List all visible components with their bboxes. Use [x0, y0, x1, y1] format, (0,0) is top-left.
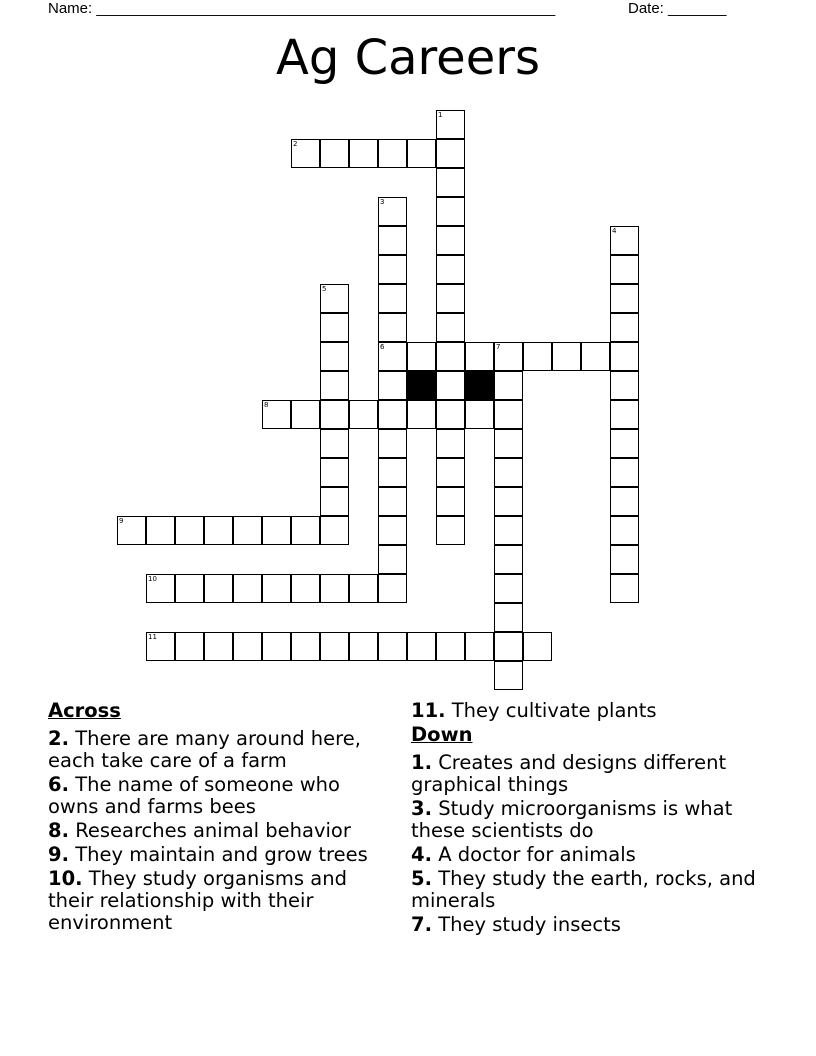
crossword-cell[interactable]	[494, 632, 523, 661]
crossword-cell[interactable]	[436, 197, 465, 226]
crossword-cell[interactable]	[436, 429, 465, 458]
crossword-cell[interactable]	[436, 458, 465, 487]
crossword-cell[interactable]	[610, 371, 639, 400]
crossword-cell[interactable]	[610, 313, 639, 342]
across-clue-10	[48, 868, 393, 934]
crossword-cell[interactable]	[436, 110, 465, 139]
down-clue-3	[411, 798, 756, 842]
crossword-cell[interactable]	[378, 342, 407, 371]
crossword-cell[interactable]	[262, 632, 291, 661]
crossword-cell[interactable]	[523, 632, 552, 661]
crossword-cell[interactable]	[378, 574, 407, 603]
down-clue-1	[411, 752, 756, 796]
crossword-cell[interactable]	[204, 632, 233, 661]
crossword-cell[interactable]	[436, 313, 465, 342]
cell-number: 7	[496, 343, 501, 351]
cell-number: 6	[380, 343, 385, 351]
crossword-cell[interactable]	[378, 313, 407, 342]
crossword-cell[interactable]	[146, 632, 175, 661]
across-clue-11	[411, 700, 756, 722]
crossword-cell[interactable]	[436, 400, 465, 429]
crossword-cell[interactable]	[146, 516, 175, 545]
clue-text: The name of someone who owns and farms bees	[48, 773, 340, 818]
clue-number: 6.	[48, 773, 69, 796]
cell-number: 2	[293, 140, 298, 148]
crossword-cell[interactable]	[233, 632, 262, 661]
crossword-cell[interactable]	[204, 574, 233, 603]
cell-number: 5	[322, 285, 327, 293]
crossword-cell[interactable]	[407, 400, 436, 429]
crossword-cell[interactable]	[378, 429, 407, 458]
crossword-cell[interactable]	[320, 284, 349, 313]
crossword-cell[interactable]	[291, 400, 320, 429]
across-clue-2	[48, 728, 393, 772]
across-clue-8	[48, 820, 393, 842]
crossword-cell[interactable]	[320, 371, 349, 400]
crossword-cell[interactable]	[378, 487, 407, 516]
crossword-cell[interactable]	[378, 458, 407, 487]
crossword-cell[interactable]	[378, 139, 407, 168]
crossword-cell[interactable]	[407, 139, 436, 168]
crossword-cell[interactable]	[320, 516, 349, 545]
crossword-cell[interactable]	[494, 400, 523, 429]
clue-number: 2.	[48, 727, 69, 750]
crossword-cell[interactable]	[291, 632, 320, 661]
crossword-cell[interactable]	[233, 574, 262, 603]
crossword-cell[interactable]	[610, 284, 639, 313]
crossword-cell[interactable]	[233, 516, 262, 545]
crossword-cell[interactable]	[581, 342, 610, 371]
crossword-cell[interactable]	[610, 487, 639, 516]
crossword-cell[interactable]	[494, 661, 523, 690]
crossword-cell[interactable]	[262, 574, 291, 603]
crossword-cell[interactable]	[175, 516, 204, 545]
crossword-cell[interactable]	[610, 516, 639, 545]
date-field-label[interactable]: Date: _______	[628, 0, 727, 17]
clue-text: They cultivate plants	[451, 699, 657, 722]
crossword-cell[interactable]	[610, 574, 639, 603]
crossword-cell[interactable]	[407, 342, 436, 371]
across-clue-6	[48, 774, 393, 818]
crossword-cell[interactable]	[436, 632, 465, 661]
crossword-cell[interactable]	[320, 429, 349, 458]
cell-number: 3	[380, 198, 385, 206]
clue-number: 3.	[411, 797, 432, 820]
crossword-cell[interactable]	[291, 574, 320, 603]
clue-number: 8.	[48, 819, 69, 842]
clue-text: They study insects	[438, 913, 621, 936]
down-clue-4	[411, 844, 756, 866]
cell-number: 11	[148, 633, 157, 641]
across-clue-9	[48, 844, 393, 866]
crossword-cell[interactable]	[494, 371, 523, 400]
crossword-cell[interactable]	[436, 516, 465, 545]
crossword-cell[interactable]	[494, 545, 523, 574]
crossword-cell[interactable]	[320, 313, 349, 342]
crossword-cell[interactable]	[378, 371, 407, 400]
crossword-cell[interactable]	[378, 284, 407, 313]
crossword-cell[interactable]	[407, 632, 436, 661]
crossword-cell[interactable]	[291, 139, 320, 168]
clue-number: 7.	[411, 913, 432, 936]
clue-text: They study the earth, rocks, and minerals	[411, 867, 756, 912]
crossword-cell[interactable]	[494, 487, 523, 516]
crossword-cell[interactable]	[320, 458, 349, 487]
crossword-cell[interactable]	[610, 342, 639, 371]
clues-column-right	[411, 700, 756, 938]
clues-section	[48, 700, 776, 1000]
crossword-cell[interactable]	[378, 516, 407, 545]
crossword-cell[interactable]	[204, 516, 233, 545]
crossword-cell[interactable]	[117, 516, 146, 545]
clue-text: They study organisms and their relationship with their environment	[48, 867, 347, 934]
clue-text: Creates and designs different graphical things	[411, 751, 727, 796]
crossword-cell[interactable]	[436, 342, 465, 371]
crossword-cell[interactable]	[523, 342, 552, 371]
crossword-cell[interactable]	[320, 574, 349, 603]
clue-text: A doctor for animals	[438, 843, 636, 866]
crossword-cell[interactable]	[494, 429, 523, 458]
name-field-label[interactable]: Name: _______________________________________________________	[48, 0, 556, 17]
clue-number: 1.	[411, 751, 432, 774]
crossword-cell[interactable]	[494, 516, 523, 545]
crossword-cell[interactable]	[378, 545, 407, 574]
down-clue-5	[411, 868, 756, 912]
crossword-cell[interactable]	[610, 226, 639, 255]
crossword-cell[interactable]	[262, 516, 291, 545]
crossword-cell[interactable]	[175, 632, 204, 661]
crossword-cell[interactable]	[494, 342, 523, 371]
crossword-cell[interactable]	[436, 139, 465, 168]
crossword-cell[interactable]	[320, 400, 349, 429]
crossword-cell[interactable]	[378, 400, 407, 429]
crossword-cell[interactable]	[552, 342, 581, 371]
crossword-cell[interactable]	[436, 168, 465, 197]
crossword-cell[interactable]	[436, 284, 465, 313]
crossword-cell[interactable]	[378, 632, 407, 661]
clues-column-left	[48, 700, 393, 936]
down-heading: Down	[411, 723, 473, 746]
crossword-block	[407, 371, 436, 400]
crossword-cell[interactable]	[494, 574, 523, 603]
crossword-cell[interactable]	[378, 255, 407, 284]
across-heading: Across	[48, 699, 121, 722]
cell-number: 8	[264, 401, 269, 409]
crossword-cell[interactable]	[436, 487, 465, 516]
crossword-cell[interactable]	[262, 400, 291, 429]
crossword-cell[interactable]	[378, 197, 407, 226]
clue-number: 10.	[48, 867, 83, 890]
page-title: Ag Careers	[276, 30, 540, 86]
crossword-cell[interactable]	[436, 371, 465, 400]
crossword-cell[interactable]	[320, 632, 349, 661]
clue-text: Researches animal behavior	[75, 819, 351, 842]
crossword-cell[interactable]	[436, 226, 465, 255]
crossword-cell[interactable]	[175, 574, 204, 603]
clue-number: 11.	[411, 699, 446, 722]
crossword-cell[interactable]	[320, 342, 349, 371]
crossword-cell[interactable]	[610, 255, 639, 284]
crossword-cell[interactable]	[349, 632, 378, 661]
cell-number: 9	[119, 517, 124, 525]
crossword-block	[465, 371, 494, 400]
cell-number: 4	[612, 227, 617, 235]
clue-text: Study microorganisms is what these scientists do	[411, 797, 733, 842]
crossword-cell[interactable]	[610, 400, 639, 429]
clue-number: 5.	[411, 867, 432, 890]
crossword-cell[interactable]	[349, 574, 378, 603]
crossword-cell[interactable]	[465, 342, 494, 371]
crossword-cell[interactable]	[320, 139, 349, 168]
down-clue-7	[411, 914, 756, 936]
cell-number: 1	[438, 111, 443, 119]
crossword-cell[interactable]	[291, 516, 320, 545]
crossword-cell[interactable]	[465, 632, 494, 661]
crossword-cell[interactable]	[610, 458, 639, 487]
crossword-cell[interactable]	[146, 574, 175, 603]
crossword-cell[interactable]	[320, 487, 349, 516]
crossword-cell[interactable]	[610, 545, 639, 574]
crossword-cell[interactable]	[610, 429, 639, 458]
clue-text: There are many around here, each take care of a farm	[48, 727, 361, 772]
cell-number: 10	[148, 575, 157, 583]
crossword-cell[interactable]	[436, 255, 465, 284]
crossword-cell[interactable]	[465, 400, 494, 429]
crossword-cell[interactable]	[349, 139, 378, 168]
crossword-cell[interactable]	[494, 603, 523, 632]
clue-number: 9.	[48, 843, 69, 866]
crossword-cell[interactable]	[378, 226, 407, 255]
clue-number: 4.	[411, 843, 432, 866]
crossword-cell[interactable]	[349, 400, 378, 429]
crossword-cell[interactable]	[494, 458, 523, 487]
clue-text: They maintain and grow trees	[75, 843, 368, 866]
